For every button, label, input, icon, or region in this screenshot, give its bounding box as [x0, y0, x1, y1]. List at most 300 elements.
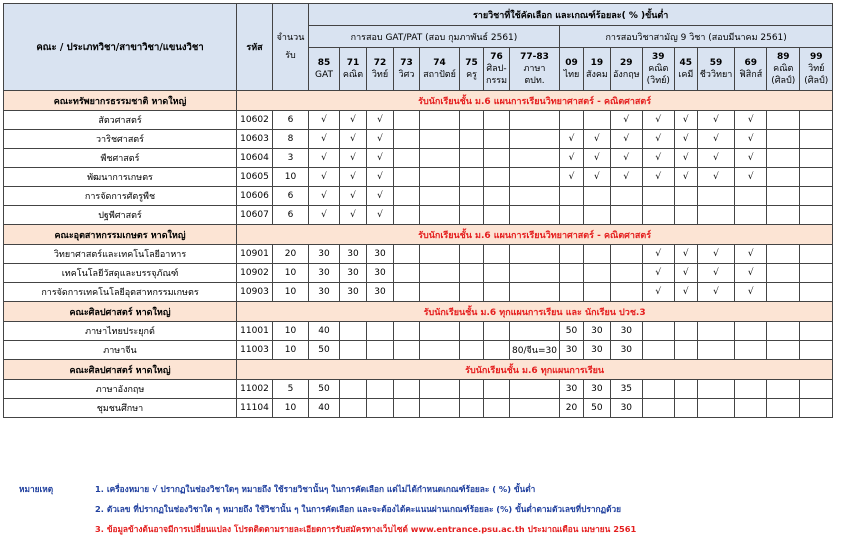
notes-label: หมายเหตุ [19, 484, 54, 494]
criteria-cell [460, 264, 484, 283]
criteria-cell [484, 206, 510, 225]
criteria-cell [340, 341, 367, 360]
criteria-cell: √ [642, 130, 674, 149]
criteria-cell: √ [559, 168, 583, 187]
criteria-cell: √ [367, 130, 394, 149]
subject-name: อังกฤษ [612, 70, 640, 80]
criteria-cell [800, 130, 833, 149]
program-quota: 8 [273, 130, 309, 149]
criteria-cell: √ [583, 130, 610, 149]
criteria-cell [510, 264, 560, 283]
table-row [4, 168, 833, 187]
criteria-cell [484, 264, 510, 283]
subject-name: ศิลป-กรรม [486, 64, 508, 86]
criteria-cell: √ [697, 130, 734, 149]
criteria-cell: √ [309, 206, 340, 225]
subject-code: 69 [744, 58, 758, 68]
criteria-cell [394, 283, 420, 302]
faculty-row [4, 225, 833, 245]
table-row [4, 206, 833, 225]
criteria-cell [340, 380, 367, 399]
criteria-cell: √ [340, 149, 367, 168]
criteria-cell: √ [610, 130, 642, 149]
criteria-cell: √ [340, 206, 367, 225]
table-row [4, 130, 833, 149]
subject-code: 71 [346, 58, 360, 68]
criteria-cell: 30 [340, 264, 367, 283]
criteria-cell [800, 245, 833, 264]
criteria-cell [674, 380, 697, 399]
program-name: สัตวศาสตร์ [4, 111, 237, 130]
criteria-cell [697, 341, 734, 360]
faculty-name: คณะทรัพยากรธรรมชาติ หาดใหญ่ [4, 91, 237, 111]
criteria-cell: 40 [309, 322, 340, 341]
criteria-cell [559, 245, 583, 264]
criteria-cell [697, 322, 734, 341]
criteria-cell [583, 283, 610, 302]
criteria-cell: 50 [559, 322, 583, 341]
criteria-cell [484, 130, 510, 149]
criteria-cell [767, 187, 800, 206]
criteria-cell [460, 187, 484, 206]
criteria-cell [674, 206, 697, 225]
code-column-header: รหัส [237, 4, 273, 91]
subject-code: 09 [565, 58, 578, 68]
criteria-cell: 30 [367, 264, 394, 283]
criteria-cell [767, 168, 800, 187]
faculty-admission-note: รับนักเรียนชั้น ม.6 แผนการเรียนวิทยาศาสตร์ - คณิตศาสตร์ [237, 225, 833, 245]
criteria-cell [642, 187, 674, 206]
criteria-cell [460, 283, 484, 302]
program-quota: 10 [273, 283, 309, 302]
criteria-cell [800, 149, 833, 168]
criteria-cell: 30 [309, 264, 340, 283]
subject-code: 59 [709, 58, 723, 68]
criteria-cell: √ [309, 168, 340, 187]
table-row [4, 245, 833, 264]
criteria-cell [559, 264, 583, 283]
criteria-cell: √ [367, 168, 394, 187]
subject-header-29 [610, 48, 642, 91]
program-name: วาริชศาสตร์ [4, 130, 237, 149]
program-name: การจัดการศัตรูพืช [4, 187, 237, 206]
criteria-cell [674, 322, 697, 341]
criteria-cell [697, 399, 734, 418]
subject-name: ชีววิทยา [699, 70, 733, 80]
subject-name: สังคม [585, 70, 608, 80]
program-quota: 10 [273, 168, 309, 187]
criteria-cell [460, 111, 484, 130]
subject-name: ฟิสิกส์ [739, 70, 763, 80]
criteria-cell [767, 149, 800, 168]
subject-name: ภาษา ตปท. [523, 64, 546, 86]
table-row [4, 380, 833, 399]
subject-code: 29 [620, 58, 633, 68]
criteria-cell [800, 341, 833, 360]
criteria-cell: 20 [559, 399, 583, 418]
program-code: 10903 [237, 283, 273, 302]
subject-code: 39 [652, 52, 665, 62]
faculty-row [4, 360, 833, 380]
subject-header-73 [394, 48, 420, 91]
subject-header-72 [367, 48, 394, 91]
criteria-cell: 30 [309, 245, 340, 264]
faculty-name: คณะศิลปศาสตร์ หาดใหญ่ [4, 302, 237, 322]
table-row [4, 111, 833, 130]
criteria-cell [420, 322, 460, 341]
criteria-cell: 35 [610, 380, 642, 399]
subject-header-77-83 [510, 48, 560, 91]
subject-code: 76 [490, 52, 503, 62]
criteria-cell: √ [697, 111, 734, 130]
program-name: วิทยาศาสตร์และเทคโนโลยีอาหาร [4, 245, 237, 264]
subject-header-39 [642, 48, 674, 91]
program-code: 10603 [237, 130, 273, 149]
subject-code: 72 [373, 58, 387, 68]
criteria-cell [340, 399, 367, 418]
criteria-cell [735, 322, 767, 341]
criteria-cell [610, 283, 642, 302]
criteria-cell [367, 399, 394, 418]
criteria-cell [394, 341, 420, 360]
criteria-cell [484, 111, 510, 130]
criteria-cell [642, 399, 674, 418]
program-quota: 10 [273, 264, 309, 283]
program-quota: 6 [273, 187, 309, 206]
faculty-name: คณะอุตสาหกรรมเกษตร หาดใหญ่ [4, 225, 237, 245]
criteria-cell [420, 149, 460, 168]
criteria-cell: √ [367, 111, 394, 130]
table-row [4, 149, 833, 168]
subject-header-71 [340, 48, 367, 91]
criteria-cell [559, 187, 583, 206]
program-name: ภาษาอังกฤษ [4, 380, 237, 399]
criteria-cell [735, 187, 767, 206]
criteria-cell [367, 322, 394, 341]
criteria-cell [583, 264, 610, 283]
faculty-row [4, 302, 833, 322]
subject-header-89 [767, 48, 800, 91]
criteria-cell: √ [340, 187, 367, 206]
program-quota: 5 [273, 380, 309, 399]
program-name: ภาษาไทยประยุกต์ [4, 322, 237, 341]
criteria-cell [767, 341, 800, 360]
admission-criteria-table [3, 3, 833, 418]
table-row [4, 341, 833, 360]
criteria-cell: 30 [309, 283, 340, 302]
criteria-cell: 30 [367, 245, 394, 264]
criteria-cell [767, 111, 800, 130]
criteria-cell [767, 130, 800, 149]
program-quota: 10 [273, 341, 309, 360]
criteria-cell [767, 380, 800, 399]
subject-header-85 [309, 48, 340, 91]
criteria-cell: 80/จีน=30 [510, 341, 560, 360]
criteria-cell [642, 322, 674, 341]
program-code: 10605 [237, 168, 273, 187]
criteria-cell [420, 168, 460, 187]
criteria-cell: √ [309, 187, 340, 206]
criteria-cell [394, 187, 420, 206]
criteria-cell [394, 380, 420, 399]
criteria-cell [767, 283, 800, 302]
criteria-cell [420, 283, 460, 302]
criteria-cell [460, 206, 484, 225]
criteria-cell [394, 245, 420, 264]
criteria-cell: 30 [559, 341, 583, 360]
criteria-cell [767, 206, 800, 225]
gat-pat-group-header: การสอบ GAT/PAT (สอบ กุมภาพันธ์ 2561) [309, 26, 560, 48]
criteria-cell [510, 111, 560, 130]
criteria-cell [510, 283, 560, 302]
program-code: 10902 [237, 264, 273, 283]
criteria-cell [460, 322, 484, 341]
criteria-cell [394, 322, 420, 341]
criteria-cell [583, 111, 610, 130]
criteria-cell [484, 245, 510, 264]
subject-header-69 [735, 48, 767, 91]
subject-code: 75 [465, 58, 478, 68]
criteria-cell [642, 341, 674, 360]
criteria-cell [367, 380, 394, 399]
criteria-cell [484, 380, 510, 399]
criteria-cell: 30 [610, 322, 642, 341]
subjects-title: รายวิชาที่ใช้คัดเลือก และเกณฑ์ร้อยละ( % )ขั้นต่ำ [309, 4, 833, 26]
criteria-cell: √ [735, 168, 767, 187]
criteria-cell [674, 399, 697, 418]
criteria-cell [460, 245, 484, 264]
criteria-cell: √ [697, 283, 734, 302]
criteria-cell [610, 245, 642, 264]
criteria-cell: √ [367, 187, 394, 206]
criteria-cell: √ [309, 111, 340, 130]
criteria-cell [460, 399, 484, 418]
program-code: 10607 [237, 206, 273, 225]
criteria-cell: √ [674, 283, 697, 302]
subject-name: วิศว [398, 70, 415, 80]
criteria-cell: √ [610, 149, 642, 168]
criteria-cell [697, 380, 734, 399]
criteria-cell: √ [559, 130, 583, 149]
subject-code: 19 [590, 58, 604, 68]
criteria-cell: √ [674, 111, 697, 130]
program-code: 11001 [237, 322, 273, 341]
criteria-cell [583, 187, 610, 206]
criteria-cell: 30 [583, 341, 610, 360]
criteria-cell: 40 [309, 399, 340, 418]
criteria-cell [697, 206, 734, 225]
criteria-cell [559, 111, 583, 130]
program-name: พืชศาสตร์ [4, 149, 237, 168]
criteria-cell [484, 341, 510, 360]
program-quota: 6 [273, 206, 309, 225]
subject-header-74 [420, 48, 460, 91]
criteria-cell: √ [735, 149, 767, 168]
criteria-cell [735, 380, 767, 399]
subject-name: ครู [466, 70, 477, 80]
criteria-cell: √ [642, 283, 674, 302]
criteria-cell: √ [735, 130, 767, 149]
subject-name: คณิต [342, 70, 364, 80]
subject-name: สถาปัตย์ [423, 70, 456, 80]
subject-header-75 [460, 48, 484, 91]
criteria-cell [394, 130, 420, 149]
subject-code: 74 [433, 58, 446, 68]
criteria-cell: √ [309, 130, 340, 149]
criteria-cell: √ [583, 149, 610, 168]
subject-code: 73 [400, 58, 413, 68]
note-3: 3. ข้อมูลข้างต้นอาจมีการเปลี่ยนแปลง โปรดติดตามรายละเอียดการรับสมัครทางเว็บไซต์ www.entrance.psu.ac.th ประมาณเดือน เมษายน 2561 [95, 524, 637, 534]
criteria-cell: 30 [610, 399, 642, 418]
criteria-cell [767, 264, 800, 283]
subject-header-59 [697, 48, 734, 91]
subject-code: 45 [679, 58, 693, 68]
criteria-cell [420, 206, 460, 225]
program-name: พัฒนาการเกษตร [4, 168, 237, 187]
criteria-cell [510, 322, 560, 341]
criteria-cell [420, 187, 460, 206]
criteria-cell [800, 111, 833, 130]
criteria-cell [800, 380, 833, 399]
criteria-cell [460, 341, 484, 360]
subject-header-09 [559, 48, 583, 91]
program-code: 11104 [237, 399, 273, 418]
criteria-cell [484, 283, 510, 302]
criteria-cell [610, 264, 642, 283]
criteria-cell: √ [340, 111, 367, 130]
criteria-cell [420, 130, 460, 149]
criteria-cell [610, 187, 642, 206]
criteria-cell [394, 399, 420, 418]
table-row [4, 322, 833, 341]
criteria-cell [800, 322, 833, 341]
criteria-cell [340, 322, 367, 341]
subject-header-45 [674, 48, 697, 91]
program-quota: 10 [273, 399, 309, 418]
criteria-cell: √ [642, 168, 674, 187]
criteria-cell: √ [642, 111, 674, 130]
criteria-cell [800, 283, 833, 302]
criteria-cell: 30 [583, 322, 610, 341]
criteria-cell [674, 341, 697, 360]
criteria-cell [394, 168, 420, 187]
criteria-cell [484, 322, 510, 341]
criteria-cell [460, 380, 484, 399]
criteria-cell [510, 206, 560, 225]
criteria-cell: 30 [559, 380, 583, 399]
criteria-cell [800, 264, 833, 283]
criteria-cell: √ [735, 111, 767, 130]
table-row [4, 283, 833, 302]
criteria-cell [735, 341, 767, 360]
criteria-cell: √ [610, 168, 642, 187]
criteria-cell: √ [697, 245, 734, 264]
criteria-cell [800, 187, 833, 206]
criteria-cell: √ [697, 149, 734, 168]
criteria-cell [610, 206, 642, 225]
criteria-cell [510, 187, 560, 206]
criteria-cell [420, 111, 460, 130]
criteria-cell [420, 341, 460, 360]
table-row [4, 399, 833, 418]
criteria-cell [767, 322, 800, 341]
program-name: เทคโนโลยีวัสดุและบรรจุภัณฑ์ [4, 264, 237, 283]
program-code: 10901 [237, 245, 273, 264]
subject-header-99 [800, 48, 833, 91]
criteria-cell [583, 245, 610, 264]
criteria-cell [559, 206, 583, 225]
subject-name: วิทย์ [371, 70, 389, 80]
criteria-cell: 50 [583, 399, 610, 418]
subject-code: 85 [317, 58, 331, 68]
subject-name: วิทย์ (ศิลป์) [804, 64, 829, 86]
nine-subjects-group-header: การสอบวิชาสามัญ 9 วิชา (สอบมีนาคม 2561) [559, 26, 832, 48]
criteria-cell: √ [674, 245, 697, 264]
faculty-name: คณะศิลปศาสตร์ หาดใหญ่ [4, 360, 237, 380]
criteria-cell: √ [735, 264, 767, 283]
criteria-cell: √ [735, 283, 767, 302]
subject-code: 89 [777, 52, 790, 62]
subject-header-19 [583, 48, 610, 91]
faculty-admission-note: รับนักเรียนชั้น ม.6 ทุกแผนการเรียน และ นักเรียน ปวช.3 [237, 302, 833, 322]
criteria-cell [460, 168, 484, 187]
faculty-admission-note: รับนักเรียนชั้น ม.6 แผนการเรียนวิทยาศาสตร์ - คณิตศาสตร์ [237, 91, 833, 111]
criteria-cell: √ [367, 149, 394, 168]
table-row [4, 187, 833, 206]
quota-column-header: จำนวนรับ [273, 4, 309, 91]
criteria-cell [767, 399, 800, 418]
criteria-cell: 50 [309, 341, 340, 360]
criteria-cell: √ [340, 168, 367, 187]
criteria-cell: 30 [610, 341, 642, 360]
criteria-cell [420, 264, 460, 283]
criteria-cell: √ [697, 264, 734, 283]
criteria-cell [484, 168, 510, 187]
faculty-row [4, 91, 833, 111]
subject-code: 99 [810, 52, 823, 62]
criteria-cell [642, 380, 674, 399]
criteria-cell: √ [674, 149, 697, 168]
faculty-admission-note: รับนักเรียนชั้น ม.6 ทุกแผนการเรียน [237, 360, 833, 380]
criteria-cell: √ [674, 168, 697, 187]
criteria-cell [697, 187, 734, 206]
criteria-cell [394, 149, 420, 168]
program-name: ภาษาจีน [4, 341, 237, 360]
criteria-cell [484, 187, 510, 206]
criteria-cell: 30 [340, 245, 367, 264]
criteria-cell: √ [674, 130, 697, 149]
program-code: 11002 [237, 380, 273, 399]
criteria-cell: 50 [309, 380, 340, 399]
criteria-cell [420, 380, 460, 399]
criteria-cell [800, 206, 833, 225]
table-row [4, 264, 833, 283]
criteria-cell: √ [367, 206, 394, 225]
criteria-cell [510, 245, 560, 264]
program-quota: 10 [273, 322, 309, 341]
criteria-cell [460, 149, 484, 168]
criteria-cell: √ [697, 168, 734, 187]
criteria-cell [420, 399, 460, 418]
criteria-cell [420, 245, 460, 264]
criteria-cell [674, 187, 697, 206]
criteria-cell: √ [340, 130, 367, 149]
criteria-cell [800, 399, 833, 418]
criteria-cell: 30 [367, 283, 394, 302]
subject-header-76 [484, 48, 510, 91]
criteria-cell [484, 149, 510, 168]
criteria-cell: √ [642, 149, 674, 168]
